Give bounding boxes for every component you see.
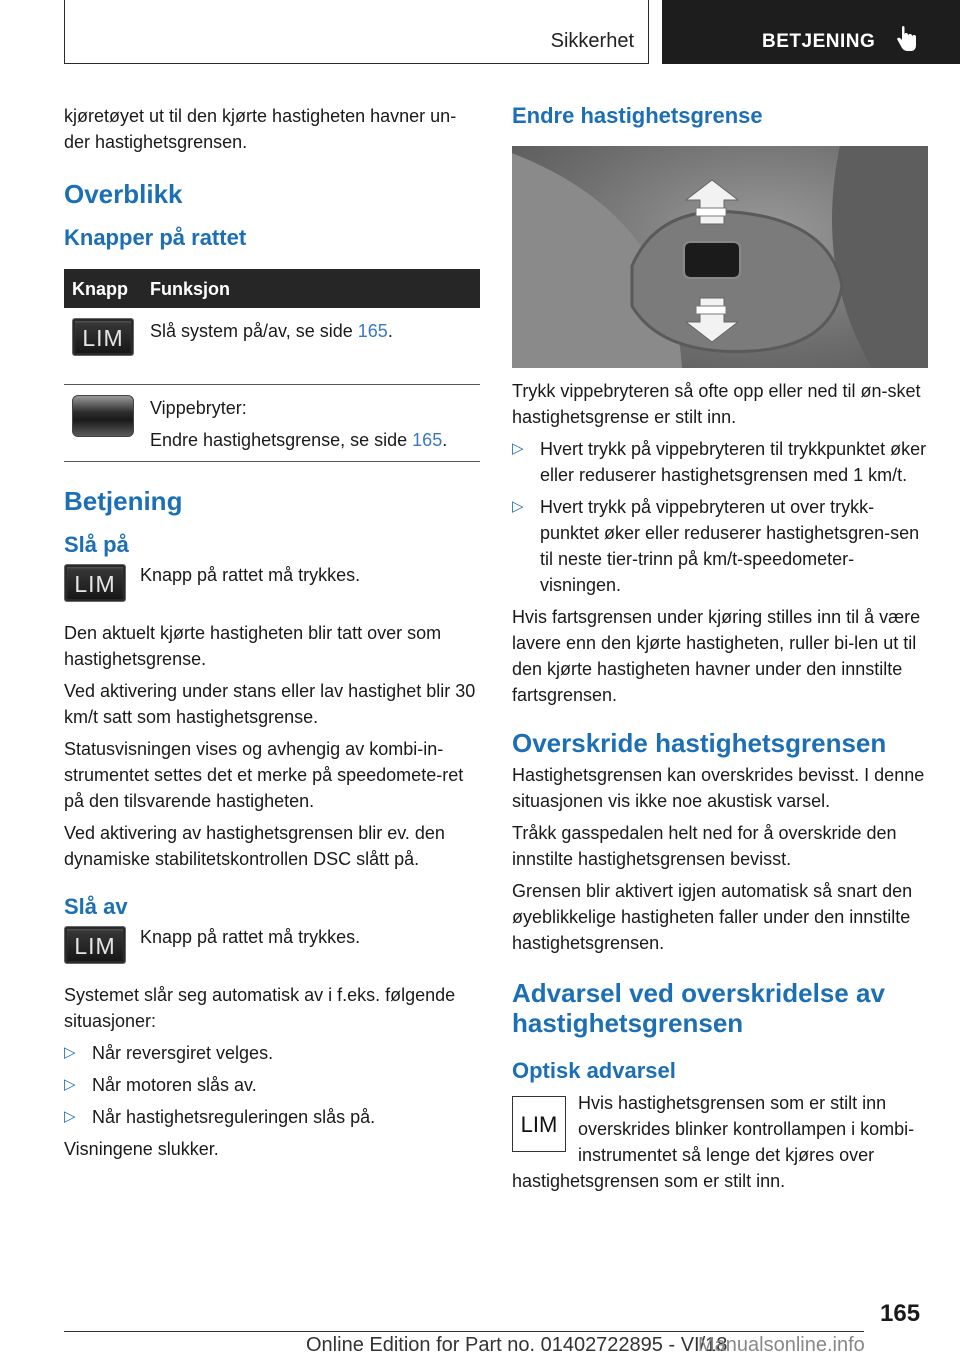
steering-wheel-photo [512,146,928,368]
left-column [64,103,482,1168]
exceed-paragraph: Tråkk gasspedalen helt ned for å overskride den innstilte hastighetsgrensen bevisst. [512,823,897,869]
exceed-paragraph: Grensen blir aktivert igjen automatisk så snart den øyeblikkelige hastigheten faller under den innstilte hastighetsgrensen. [512,881,913,953]
header-chapter-tab [662,0,960,64]
switch-on-heading: Slå på [64,532,129,557]
footer-divider [64,1331,864,1332]
switch-on-text: Knapp på rattet må trykkes. [140,565,361,585]
switch-on-paragraph: Ved aktivering av hastighetsgrensen blir ev. den dynamiske stabilitetskontrollen DSC slått på. [64,823,445,869]
switch-on-paragraph: Ved aktivering under stans eller lav hastighet blir 30 km/t satt som hastighetsgrense. [64,681,476,727]
lim-indicator-icon: LIM [512,1096,566,1152]
header-section-label: Sikkerhet [550,30,634,52]
table-header-function: Funksjon [142,269,480,308]
change-limit-paragraph: Trykk vippebryteren så ofte opp eller ned til øn-sket hastighetsgrense er stilt inn. [512,381,921,427]
lim-button-icon: LIM [64,926,126,964]
page-link[interactable]: 165 [412,430,443,450]
exceed-paragraph: Hastighetsgrensen kan overskrides bevisst. I denne situasjonen vis ikke noe akustisk varsel. [512,765,925,811]
overview-heading: Overblikk [64,179,183,209]
edition-text: Online Edition for Part no. 01402722895 - VI/18 [306,1334,728,1356]
list-item: ▷ Hvert trykk på vippebryteren ut over trykk-punktet øker eller reduserer hastighetsgren-sen til neste tier-trinn på km/t-speedometer-visningen. [512,494,928,598]
hand-pointer-icon [896,26,918,52]
rocker-switch-icon [72,395,134,437]
intro-text: kjøretøyet ut til den kjørte hastigheten havner un-der hastighetsgrensen. [64,106,457,152]
page-number: 165 [880,1300,921,1327]
header-chapter-label: BETJENING [762,31,876,52]
watermark: Manualsonline.info [698,1334,865,1356]
switch-off-list [64,1040,482,1130]
table-row2-text: Endre hastighetsgrense, se side [150,430,413,450]
table-row1-end: . [387,321,393,341]
table-row [64,385,480,462]
buttons-table [64,269,480,462]
header-section-tab [64,0,649,64]
page-link[interactable]: 165 [357,321,388,341]
list-item: ▷ Hvert trykk på vippebryteren til trykkpunktet øker eller reduserer hastighetsgrensen med 1 km/t. [512,436,928,488]
list-item: ▷ Når hastighetsreguleringen slås på. [64,1104,482,1130]
warning-heading: Advarsel ved overskridelse av hastighetsgrensen [512,978,885,1038]
exceed-limit-heading: Overskride hastighetsgrensen [512,728,887,758]
optic-warning-heading: Optisk advarsel [512,1058,676,1083]
change-limit-list [512,436,928,598]
change-limit-heading: Endre hastighetsgrense [512,103,763,128]
steering-wheel-illustration [512,146,928,368]
switch-off-heading: Slå av [64,894,128,919]
table-row2-end: . [442,430,448,450]
buttons-heading: Knapper på rattet [64,225,247,250]
switch-on-paragraph: Statusvisningen vises og avhengig av kombi-in-strumentet settes det et merke på speedomete-ret på den tilsvarende hastigheten. [64,739,464,811]
table-row1-text: Slå system på/av, se side [150,321,358,341]
operation-heading: Betjening [64,486,183,516]
switch-off-paragraph: Visningene slukker. [64,1139,219,1159]
table-header-button: Knapp [64,269,142,308]
switch-off-text: Knapp på rattet må trykkes. [140,927,361,947]
list-item: ▷ Når reversgiret velges. [64,1040,482,1066]
right-column [512,103,928,129]
right-column-text [512,378,928,1200]
list-item: ▷ Når motoren slås av. [64,1072,482,1098]
table-row [64,308,480,385]
change-limit-paragraph: Hvis fartsgrensen under kjøring stilles inn til å være lavere enn den kjørte hastigheten, ruller bi-len ut til den kjørte hastigheten havner under den innstilte fartsgrensen. [512,607,921,705]
table-row2-label: Vippebryter: [150,398,247,418]
switch-off-paragraph: Systemet slår seg automatisk av i f.eks. følgende situasjoner: [64,985,456,1031]
switch-on-paragraph: Den aktuelt kjørte hastigheten blir tatt over som hastighetsgrense. [64,623,442,669]
optic-warning-text: Hvis hastighetsgrensen som er stilt inn overskrides blinker kontrollampen i kombi-instrumentet så lenge det kjøres over hastighetsgrensen som er stilt inn. [512,1093,915,1191]
lim-button-icon: LIM [64,564,126,602]
lim-button-icon: LIM [72,318,134,356]
